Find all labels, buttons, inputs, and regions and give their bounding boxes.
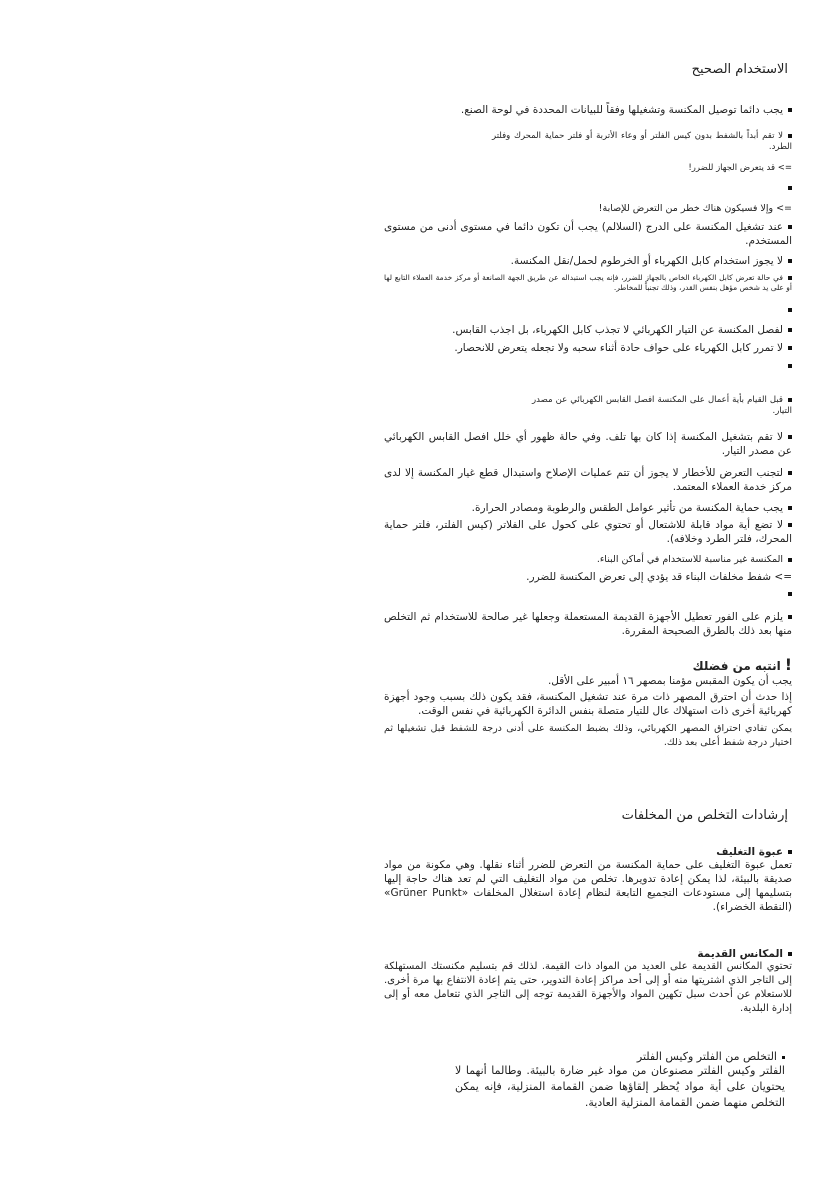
item-text: في حالة تعرض كابل الكهرباء الخاص بالجهاز للضرر، فإنه يجب استبداله عن طريق الجهة الصانعة أو مركز خدمة العملاء التابع لها أو على يد شخص مؤهل بنفس القدر، وذلك تجنباً للمخاطر. [384,273,792,292]
item-text: قبل القيام بأية أعمال على المكنسة افصل القابس الكهربائي عن مصدر التيار. [532,395,792,416]
exclamation-icon: ! [784,655,792,674]
list-item-sub [384,203,792,214]
item-text: لا تقم بتشغيل المكنسة إذا كان بها تلف. وفي حالة ظهور أي خلل افصل القابس الكهربائي عن مصدر التيار. [384,431,792,457]
list-item [384,103,792,117]
packaging-block [384,846,792,914]
list-item-sub [384,570,792,584]
list-item [492,131,792,153]
item-text: => وإلا فسيكون هناك خطر من التعرض للإصابة! [598,203,792,214]
item-text: المكنسة غير مناسبة للاستخدام في أماكن البناء. [596,554,783,565]
notice-title: انتبه من فضلك [692,659,781,673]
list-item [384,323,792,337]
packaging-text: تعمل عبوة التغليف على حماية المكنسة من التعرض للضرر أثناء نقلها. وهي مكونة من مواد صديقة بالبيئة، لذا يمكن إعادة تدويرها. تخلص من مواد التغليف التي لم تعد هناك حاجة إليها بتسليمها إلى مستودعات التجميع التابعة لنظام إعادة استغلال المخلفات «Grüner Punkt» (النقطة الخضراء). [384,859,792,913]
item-text: لا تضع أية مواد قابلة للاشتعال أو تحتوي على كحول على الفلاتر (كيس الفلتر، فلتر حماية المحرك، فلتر الطرد وخلافه). [384,519,792,545]
section-title-correct-use: الاستخدام الصحيح [691,62,788,77]
packaging-title: عبوة التغليف [716,846,783,858]
packaging-heading [384,846,792,858]
notice-line: إذا حدث أن احترق المصهر ذات مرة عند تشغيل المكنسة، فقد يكون ذلك بسبب وجود أجهزة كهربائية أخرى ذات استهلاك عال للتيار متصلة بنفس الدائرة الكهربائية في نفس الوقت. [384,691,792,717]
filter-title: التخلص من الفلتر وكيس الفلتر [636,1050,777,1063]
list-item-sub [492,163,792,174]
list-item [384,518,792,546]
item-text: لا يجوز استخدام كابل الكهرباء أو الخرطوم لحمل/نقل المكنسة. [510,255,783,267]
old-cleaners-text: تحتوي المكانس القديمة على العديد من المواد ذات القيمة. لذلك قم بتسليم مكنستك المستهلكة إلى التاجر الذي اشتريتها منه أو إلى أحد مراكز إعادة التدوير، حتى يتم إعادة الانتفاع بها مرة أخرى. للاستعلام عن أحدث سبل تكهين المواد والأجهزة القديمة توجه إلى التاجر الذي تتعامل معه أو إلى إدارة البلدية. [384,961,792,1014]
item-text: لتجنب التعرض للأخطار لا يجوز أن تتم عمليات الإصلاح واستبدال قطع غيار المكنسة إلا لدى مركز خدمة العملاء المعتمد. [384,467,792,493]
item-text: عند تشغيل المكنسة على الدرج (السلالم) يجب أن تكون دائما في مستوى أدنى من مستوى المستخدم. [384,221,792,247]
list-item [532,395,792,417]
list-item [384,254,792,268]
empty-bullet [788,308,792,312]
filter-heading [455,1050,785,1063]
filter-disposal-block [455,1050,785,1111]
filter-text: الفلتر وكيس الفلتر مصنوعان من مواد غير ضارة بالبيئة. وطالما أنهما لا يحتويان على أية مواد يُحظر إلقاؤها ضمن القمامة المنزلية، فإنه يمكن التخلص منهما ضمن القمامة المنزلية العادية. [455,1064,785,1109]
old-cleaners-heading [384,948,792,960]
item-text: يجب دائما توصيل المكنسة وتشغيلها وفقاً للبيانات المحددة في لوحة الصنع. [460,104,783,116]
section-title-disposal: إرشادات التخلص من المخلفات [621,808,788,823]
list-item [384,220,792,248]
list-item [384,553,792,567]
list-item [384,430,792,458]
item-text: يلزم على الفور تعطيل الأجهزة القديمة المستعملة وجعلها غير صالحة للاستخدام ثم التخلص منها بعد ذلك بالطرق الصحيحة المقررة. [384,611,792,637]
notice-line: يمكن تفادي احتراق المصهر الكهربائي، وذلك بضبط المكنسة على أدنى درجة للشفط قبل تشغيلها ثم اختيار درجة شفط أعلى بعد ذلك. [384,723,792,748]
list-item [384,501,792,515]
item-text: => شفط مخلفات البناء قد يؤدي إلى تعرض المكنسة للضرر. [526,571,792,583]
empty-bullet [788,186,792,190]
list-item [384,610,792,638]
list-item [384,466,792,494]
list-item [384,273,792,292]
item-text: => قد يتعرض الجهاز للضرر! [688,163,792,173]
old-cleaners-block [384,948,792,1016]
notice-heading [384,655,792,674]
notice-line: يجب أن يكون المقبس مؤمنا بمصهر ١٦ أمبير على الأقل. [547,675,792,687]
item-text: يجب حماية المكنسة من تأثير عوامل الطقس والرطوبة ومصادر الحرارة. [471,502,783,514]
item-text: لا تمرر كابل الكهرباء على حواف حادة أثناء سحبه ولا تجعله يتعرض للانحصار. [454,342,783,354]
empty-bullet [788,364,792,368]
empty-bullet [788,592,792,596]
item-text: لفصل المكنسة عن التيار الكهربائي لا تجذب كابل الكهرباء، بل اجذب القابس. [452,324,783,336]
list-item [384,341,792,355]
notice-box [384,655,792,750]
item-text: لا تقم أبداً بالشفط بدون كيس الفلتر أو وعاء الأتربة أو فلتر حماية المحرك وفلتر الطرد. [492,131,792,152]
old-cleaners-title: المكانس القديمة [697,948,783,960]
